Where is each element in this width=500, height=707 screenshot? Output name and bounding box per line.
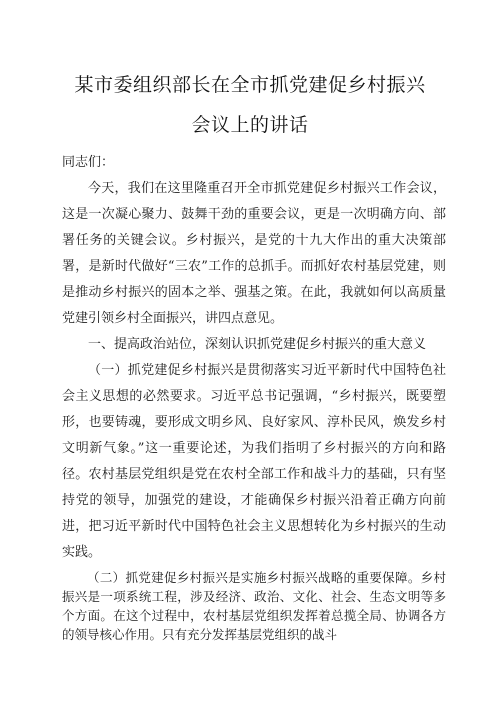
paragraph-1-1: （一）抓党建促乡村振兴是贯彻落实习近平新时代中国特色社会主义思想的必然要求。习近平总书记强调，“乡村振兴，既要塑形，也要铸魂，要形成文明乡风、良好家风、淳朴民风，焕发乡村文明新气象。”这一重要论述，为我们指明了乡村振兴的方向和路径。农村基层党组织是党在农村全部工作和战斗力的基础，只有坚持党的领导，加强党的建设，才能确保乡村振兴沿着正确方向前进，把习近平新时代中国特色社会主义思想转化为乡村振兴的生动实践。 bbox=[62, 363, 446, 560]
document-body bbox=[62, 150, 446, 566]
intro-paragraph: 今天，我们在这里隆重召开全市抓党建促乡村振兴工作会议，这是一次凝心聚力、鼓舞干劲的重要会议，更是一次明确方向、部署任务的关键会议。乡村振兴，是党的十九大作出的重大决策部署，是新时代做好“三农”工作的总抓手。而抓好农村基层党建，则是推动乡村振兴的固本之举、强基之策。在此，我就如何以高质量党建引领乡村全面振兴，讲四点意见。 bbox=[62, 181, 446, 326]
document-title-line-1: 某市委组织部长在全市抓党建促乡村振兴 bbox=[74, 74, 426, 96]
salutation: 同志们： bbox=[62, 155, 115, 170]
paragraph-1-2: （二）抓党建促乡村振兴是实施乡村振兴战略的重要保障。乡村振兴是一项系统工程，涉及经济、政治、文化、社会、生态文明等多个方面。在这个过程中，农村基层党组织发挥着总揽全局、协调各方的领导核心作用。只有充分发挥基层党组织的战斗 bbox=[62, 570, 446, 642]
document-title-line-2: 会议上的讲话 bbox=[191, 114, 309, 136]
section-heading-1: 一、提高政治站位，深刻认识抓党建促乡村振兴的重大意义 bbox=[88, 337, 427, 352]
document-body-continued bbox=[62, 568, 446, 644]
